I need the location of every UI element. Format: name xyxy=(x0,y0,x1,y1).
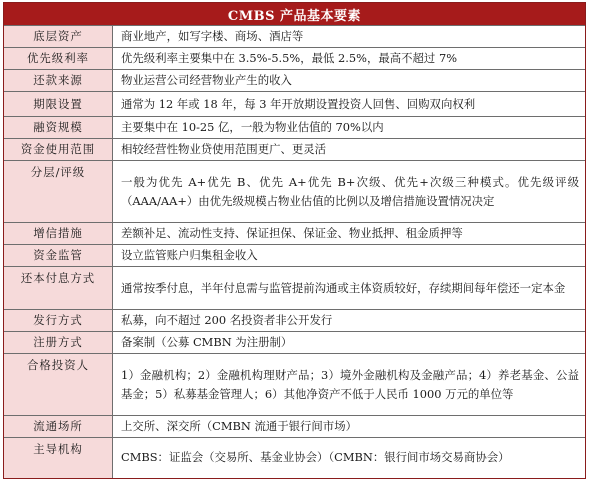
row-label: 增信措施 xyxy=(4,223,113,245)
row-label: 主导机构 xyxy=(4,438,113,478)
row-label: 融资规模 xyxy=(4,117,113,139)
table-row xyxy=(4,117,585,139)
row-value: 商业地产，如写字楼、商场、酒店等 xyxy=(113,26,586,48)
row-label: 还款来源 xyxy=(4,70,113,92)
row-label: 期限设置 xyxy=(4,92,113,117)
row-label: 底层资产 xyxy=(4,26,113,48)
row-label: 合格投资人 xyxy=(4,354,113,416)
row-value: 主要集中在 10-25 亿，一般为物业估值的 70%以内 xyxy=(113,117,586,139)
row-value: 一般为优先 A+优先 B、优先 A+优先 B+次级、优先+次级三种模式。优先级评级（AAA/AA+）由优先级规模占物业估值的比例以及增信措施设置情况决定 xyxy=(113,161,586,223)
row-value: 优先级利率主要集中在 3.5%-5.5%，最低 2.5%，最高不超过 7% xyxy=(113,48,586,70)
row-value: 设立监管账户归集租金收入 xyxy=(113,245,586,267)
row-value: 1）金融机构；2）金融机构理财产品；3）境外金融机构及金融产品；4）养老基金、公益基金；5）私募基金管理人；6）其他净资产不低于人民币 1000 万元的单位等 xyxy=(113,354,586,416)
elements-table xyxy=(4,25,585,478)
table-row xyxy=(4,48,585,70)
row-label: 注册方式 xyxy=(4,332,113,354)
row-label: 还本付息方式 xyxy=(4,267,113,310)
table-row xyxy=(4,354,585,416)
table-row xyxy=(4,267,585,310)
table-row xyxy=(4,139,585,161)
row-value: 通常为 12 年或 18 年，每 3 年开放期设置投资人回售、回购双向权利 xyxy=(113,92,586,117)
table-row xyxy=(4,332,585,354)
row-label: 资金监管 xyxy=(4,245,113,267)
row-label: 分层/评级 xyxy=(4,161,113,223)
row-label: 优先级利率 xyxy=(4,48,113,70)
row-value: 相较经营性物业贷使用范围更广、更灵活 xyxy=(113,139,586,161)
table-row xyxy=(4,310,585,332)
table-row xyxy=(4,245,585,267)
row-value: 备案制（公募 CMBN 为注册制） xyxy=(113,332,586,354)
row-value: 上交所、深交所（CMBN 流通于银行间市场） xyxy=(113,416,586,438)
row-value: 差额补足、流动性支持、保证担保、保证金、物业抵押、租金质押等 xyxy=(113,223,586,245)
row-label: 流通场所 xyxy=(4,416,113,438)
table-row xyxy=(4,70,585,92)
cmbs-table xyxy=(3,2,586,479)
table-row xyxy=(4,26,585,48)
row-value: 通常按季付息，半年付息需与监管提前沟通或主体资质较好，存续期间每年偿还一定本金 xyxy=(113,267,586,310)
row-value: 物业运营公司经营物业产生的收入 xyxy=(113,70,586,92)
row-value: 私募，向不超过 200 名投资者非公开发行 xyxy=(113,310,586,332)
table-row xyxy=(4,161,585,223)
table-row xyxy=(4,416,585,438)
table-row xyxy=(4,92,585,117)
row-label: 发行方式 xyxy=(4,310,113,332)
table-row xyxy=(4,438,585,478)
row-label: 资金使用范围 xyxy=(4,139,113,161)
row-value: CMBS：证监会（交易所、基金业协会）（CMBN：银行间市场交易商协会） xyxy=(113,438,586,478)
table-row xyxy=(4,223,585,245)
table-title: CMBS 产品基本要素 xyxy=(4,3,585,25)
